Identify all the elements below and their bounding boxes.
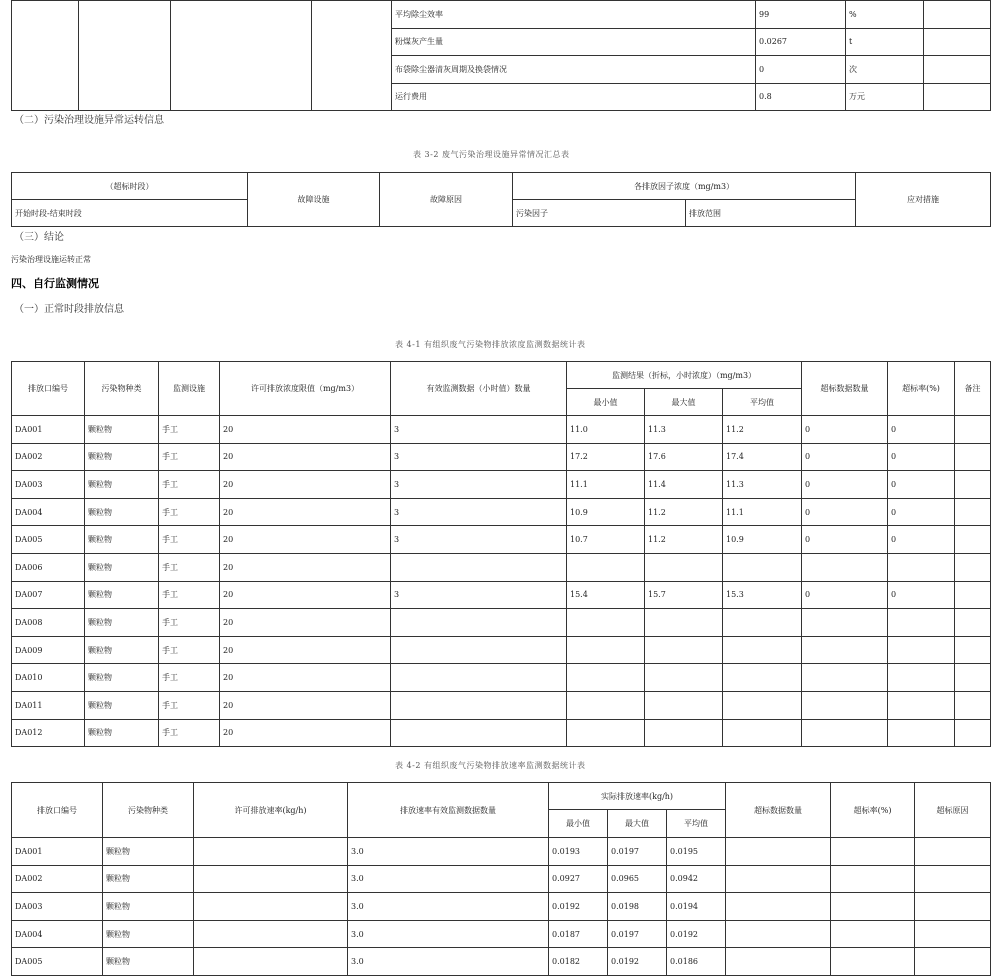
table-row xyxy=(12,1,991,29)
min-cell: 0.0193 xyxy=(549,838,608,866)
over-cell: 0 xyxy=(802,471,888,499)
note-cell xyxy=(955,526,991,554)
max-cell xyxy=(645,719,723,747)
method-cell: 手工 xyxy=(159,636,220,664)
max-cell: 11.2 xyxy=(645,498,723,526)
note-cell xyxy=(955,471,991,499)
table-row xyxy=(12,416,991,444)
table-row xyxy=(12,526,991,554)
over-rate-cell xyxy=(831,920,915,948)
id-cell: DA009 xyxy=(12,636,85,664)
note-cell xyxy=(955,443,991,471)
type-cell: 颗粒物 xyxy=(85,719,159,747)
table-row xyxy=(12,553,991,581)
count-cell: 3.0 xyxy=(348,838,549,866)
limit-cell: 20 xyxy=(220,609,391,637)
over-reason-cell xyxy=(915,948,991,976)
limit-cell: 20 xyxy=(220,471,391,499)
type-cell: 颗粒物 xyxy=(85,691,159,719)
min-cell: 17.2 xyxy=(567,443,645,471)
table-3-2 xyxy=(11,172,991,227)
count-cell xyxy=(391,553,567,581)
id-cell: DA004 xyxy=(12,498,85,526)
id-cell: DA004 xyxy=(12,920,103,948)
count-cell: 3 xyxy=(391,526,567,554)
value-cell: 99 xyxy=(756,1,846,29)
count-cell: 3 xyxy=(391,416,567,444)
unit-cell: t xyxy=(846,28,924,56)
table-4-2 xyxy=(11,782,991,976)
over-reason-cell xyxy=(915,893,991,921)
empty-cell xyxy=(924,1,991,29)
empty-cell xyxy=(312,1,392,111)
method-cell: 手工 xyxy=(159,526,220,554)
limit-cell xyxy=(194,893,348,921)
empty-cell xyxy=(171,1,312,111)
item-cell: 粉煤灰产生量 xyxy=(392,28,756,56)
id-cell: DA007 xyxy=(12,581,85,609)
type-cell: 颗粒物 xyxy=(85,471,159,499)
id-cell: DA005 xyxy=(12,948,103,976)
limit-cell: 20 xyxy=(220,498,391,526)
table-3-2-caption: 表 3-2 废气污染治理设施异常情况汇总表 xyxy=(413,150,570,159)
rate-cell: 0 xyxy=(888,581,955,609)
type-cell: 颗粒物 xyxy=(103,838,194,866)
min-cell: 11.0 xyxy=(567,416,645,444)
table-4-2-caption: 表 4-2 有组织废气污染物排放速率监测数据统计表 xyxy=(395,761,586,770)
header-rate-limit: 许可排放速率(kg/h) xyxy=(194,783,348,838)
header-concentration: 各排放因子浓度（mg/m3） xyxy=(513,173,856,200)
rate-cell: 0 xyxy=(888,416,955,444)
table-row xyxy=(12,893,991,921)
avg-cell: 0.0186 xyxy=(667,948,726,976)
avg-cell: 15.3 xyxy=(723,581,802,609)
method-cell: 手工 xyxy=(159,443,220,471)
note-cell xyxy=(955,416,991,444)
min-cell: 0.0182 xyxy=(549,948,608,976)
over-cell: 0 xyxy=(802,581,888,609)
id-cell: DA005 xyxy=(12,526,85,554)
id-cell: DA001 xyxy=(12,416,85,444)
header-min: 最小值 xyxy=(567,389,645,416)
count-cell: 3 xyxy=(391,443,567,471)
header-reason: 故障原因 xyxy=(380,173,513,227)
type-cell: 颗粒物 xyxy=(85,553,159,581)
note-cell xyxy=(955,636,991,664)
rate-cell: 0 xyxy=(888,443,955,471)
header-min: 最小值 xyxy=(549,810,608,838)
type-cell: 颗粒物 xyxy=(85,526,159,554)
type-cell: 颗粒物 xyxy=(85,581,159,609)
avg-cell: 0.0195 xyxy=(667,838,726,866)
type-cell: 颗粒物 xyxy=(103,920,194,948)
item-cell: 平均除尘效率 xyxy=(392,1,756,29)
count-cell: 3.0 xyxy=(348,893,549,921)
table-4-1 xyxy=(11,361,991,747)
min-cell: 0.0927 xyxy=(549,865,608,893)
max-cell xyxy=(645,691,723,719)
rate-cell xyxy=(888,553,955,581)
type-cell: 颗粒物 xyxy=(85,609,159,637)
header-period: （超标时段） xyxy=(12,173,248,200)
table-row xyxy=(12,719,991,747)
note-cell xyxy=(955,553,991,581)
table-row xyxy=(12,920,991,948)
empty-cell xyxy=(924,83,991,111)
header-facility: 故障设施 xyxy=(248,173,380,227)
table-row xyxy=(12,443,991,471)
over-rate-cell xyxy=(831,838,915,866)
value-cell: 0.0267 xyxy=(756,28,846,56)
limit-cell xyxy=(194,838,348,866)
table-row xyxy=(12,691,991,719)
table-row xyxy=(12,865,991,893)
conclusion-text: 污染治理设施运转正常 xyxy=(11,255,91,264)
type-cell: 颗粒物 xyxy=(103,948,194,976)
min-cell xyxy=(567,719,645,747)
max-cell: 0.0965 xyxy=(608,865,667,893)
type-cell: 颗粒物 xyxy=(85,664,159,692)
rate-cell xyxy=(888,609,955,637)
header-outlet: 排放口编号 xyxy=(12,362,85,416)
rate-cell: 0 xyxy=(888,498,955,526)
count-cell: 3.0 xyxy=(348,865,549,893)
max-cell xyxy=(645,636,723,664)
header-over-count: 超标数据数量 xyxy=(802,362,888,416)
type-cell: 颗粒物 xyxy=(85,498,159,526)
over-cell: 0 xyxy=(802,526,888,554)
max-cell: 11.4 xyxy=(645,471,723,499)
over-count-cell xyxy=(726,865,831,893)
type-cell: 颗粒物 xyxy=(85,416,159,444)
header-factor: 污染因子 xyxy=(513,200,686,227)
over-reason-cell xyxy=(915,838,991,866)
avg-cell: 11.2 xyxy=(723,416,802,444)
method-cell: 手工 xyxy=(159,691,220,719)
over-cell xyxy=(802,553,888,581)
max-cell: 0.0197 xyxy=(608,920,667,948)
rate-cell xyxy=(888,691,955,719)
avg-cell xyxy=(723,553,802,581)
avg-cell: 17.4 xyxy=(723,443,802,471)
type-cell: 颗粒物 xyxy=(85,443,159,471)
type-cell: 颗粒物 xyxy=(103,893,194,921)
max-cell xyxy=(645,553,723,581)
max-cell: 0.0192 xyxy=(608,948,667,976)
avg-cell xyxy=(723,636,802,664)
avg-cell: 0.0194 xyxy=(667,893,726,921)
header-range: 排放范围 xyxy=(686,200,856,227)
facility-operation-table xyxy=(11,0,991,111)
type-cell: 颗粒物 xyxy=(103,865,194,893)
avg-cell xyxy=(723,609,802,637)
over-cell xyxy=(802,609,888,637)
method-cell: 手工 xyxy=(159,609,220,637)
min-cell: 10.9 xyxy=(567,498,645,526)
min-cell: 15.4 xyxy=(567,581,645,609)
header-over-rate: 超标率(%) xyxy=(831,783,915,838)
limit-cell: 20 xyxy=(220,443,391,471)
avg-cell: 11.3 xyxy=(723,471,802,499)
over-cell xyxy=(802,636,888,664)
header-actual-rate: 实际排放速率(kg/h) xyxy=(549,783,726,810)
count-cell xyxy=(391,719,567,747)
table-row xyxy=(12,948,991,976)
type-cell: 颗粒物 xyxy=(85,636,159,664)
header-limit: 许可排放浓度限值（mg/m3） xyxy=(220,362,391,416)
empty-cell xyxy=(12,1,79,111)
table-row xyxy=(12,636,991,664)
note-cell xyxy=(955,609,991,637)
over-rate-cell xyxy=(831,865,915,893)
count-cell: 3.0 xyxy=(348,920,549,948)
min-cell: 0.0192 xyxy=(549,893,608,921)
rate-cell xyxy=(888,664,955,692)
table-4-1-caption: 表 4-1 有组织废气污染物排放浓度监测数据统计表 xyxy=(395,340,586,349)
section-4-1-title: （一）正常时段排放信息 xyxy=(14,304,124,315)
limit-cell: 20 xyxy=(220,719,391,747)
value-cell: 0.8 xyxy=(756,83,846,111)
header-count: 有效监测数据（小时值）数量 xyxy=(391,362,567,416)
section-2-title: （二）污染治理设施异常运转信息 xyxy=(14,115,164,126)
count-cell: 3 xyxy=(391,471,567,499)
rate-cell xyxy=(888,719,955,747)
header-avg: 平均值 xyxy=(723,389,802,416)
header-method: 监测设施 xyxy=(159,362,220,416)
max-cell xyxy=(645,664,723,692)
note-cell xyxy=(955,719,991,747)
table-row xyxy=(12,609,991,637)
count-cell xyxy=(391,664,567,692)
header-result: 监测结果（折标，小时浓度）（mg/m3） xyxy=(567,362,802,389)
over-count-cell xyxy=(726,948,831,976)
header-measures: 应对措施 xyxy=(856,173,991,227)
section-4-title: 四、自行监测情况 xyxy=(11,277,99,290)
max-cell xyxy=(645,609,723,637)
max-cell: 15.7 xyxy=(645,581,723,609)
note-cell xyxy=(955,581,991,609)
section-3-title: （三）结论 xyxy=(14,232,64,243)
empty-cell xyxy=(924,56,991,84)
id-cell: DA003 xyxy=(12,471,85,499)
header-period-sub: 开始时段-结束时段 xyxy=(12,200,248,227)
over-reason-cell xyxy=(915,865,991,893)
item-cell: 布袋除尘器清灰周期及换袋情况 xyxy=(392,56,756,84)
max-cell: 11.3 xyxy=(645,416,723,444)
limit-cell: 20 xyxy=(220,526,391,554)
empty-cell xyxy=(79,1,171,111)
method-cell: 手工 xyxy=(159,416,220,444)
header-outlet: 排放口编号 xyxy=(12,783,103,838)
over-rate-cell xyxy=(831,893,915,921)
avg-cell: 10.9 xyxy=(723,526,802,554)
unit-cell: 次 xyxy=(846,56,924,84)
id-cell: DA003 xyxy=(12,893,103,921)
over-count-cell xyxy=(726,838,831,866)
limit-cell xyxy=(194,865,348,893)
note-cell xyxy=(955,664,991,692)
note-cell xyxy=(955,498,991,526)
limit-cell: 20 xyxy=(220,691,391,719)
avg-cell xyxy=(723,664,802,692)
header-over-rate: 超标率(%) xyxy=(888,362,955,416)
min-cell xyxy=(567,664,645,692)
limit-cell: 20 xyxy=(220,553,391,581)
avg-cell xyxy=(723,719,802,747)
header-avg: 平均值 xyxy=(667,810,726,838)
over-cell: 0 xyxy=(802,443,888,471)
empty-cell xyxy=(924,28,991,56)
limit-cell xyxy=(194,948,348,976)
id-cell: DA010 xyxy=(12,664,85,692)
count-cell xyxy=(391,636,567,664)
over-cell xyxy=(802,664,888,692)
count-cell: 3 xyxy=(391,581,567,609)
count-cell: 3.0 xyxy=(348,948,549,976)
over-reason-cell xyxy=(915,920,991,948)
header-pollutant: 污染物种类 xyxy=(85,362,159,416)
rate-cell xyxy=(888,636,955,664)
rate-cell: 0 xyxy=(888,471,955,499)
limit-cell: 20 xyxy=(220,581,391,609)
max-cell: 11.2 xyxy=(645,526,723,554)
limit-cell: 20 xyxy=(220,636,391,664)
avg-cell xyxy=(723,691,802,719)
table-row xyxy=(12,664,991,692)
limit-cell: 20 xyxy=(220,664,391,692)
table-row xyxy=(12,581,991,609)
count-cell xyxy=(391,609,567,637)
over-count-cell xyxy=(726,920,831,948)
avg-cell: 11.1 xyxy=(723,498,802,526)
max-cell: 0.0197 xyxy=(608,838,667,866)
method-cell: 手工 xyxy=(159,719,220,747)
header-max: 最大值 xyxy=(608,810,667,838)
over-rate-cell xyxy=(831,948,915,976)
over-count-cell xyxy=(726,893,831,921)
id-cell: DA008 xyxy=(12,609,85,637)
header-note: 备注 xyxy=(955,362,991,416)
limit-cell xyxy=(194,920,348,948)
method-cell: 手工 xyxy=(159,553,220,581)
method-cell: 手工 xyxy=(159,498,220,526)
unit-cell: % xyxy=(846,1,924,29)
rate-cell: 0 xyxy=(888,526,955,554)
over-cell: 0 xyxy=(802,416,888,444)
count-cell: 3 xyxy=(391,498,567,526)
avg-cell: 0.0942 xyxy=(667,865,726,893)
value-cell: 0 xyxy=(756,56,846,84)
id-cell: DA011 xyxy=(12,691,85,719)
max-cell: 0.0198 xyxy=(608,893,667,921)
method-cell: 手工 xyxy=(159,664,220,692)
unit-cell: 万元 xyxy=(846,83,924,111)
table-row xyxy=(12,498,991,526)
min-cell xyxy=(567,636,645,664)
avg-cell: 0.0192 xyxy=(667,920,726,948)
id-cell: DA001 xyxy=(12,838,103,866)
method-cell: 手工 xyxy=(159,471,220,499)
id-cell: DA002 xyxy=(12,865,103,893)
min-cell xyxy=(567,553,645,581)
over-cell xyxy=(802,719,888,747)
header-over-reason: 超标原因 xyxy=(915,783,991,838)
count-cell xyxy=(391,691,567,719)
table-row xyxy=(12,471,991,499)
note-cell xyxy=(955,691,991,719)
over-cell: 0 xyxy=(802,498,888,526)
min-cell: 11.1 xyxy=(567,471,645,499)
id-cell: DA012 xyxy=(12,719,85,747)
table-row xyxy=(12,838,991,866)
over-cell xyxy=(802,691,888,719)
max-cell: 17.6 xyxy=(645,443,723,471)
item-cell: 运行费用 xyxy=(392,83,756,111)
min-cell: 0.0187 xyxy=(549,920,608,948)
header-max: 最大值 xyxy=(645,389,723,416)
min-cell xyxy=(567,609,645,637)
id-cell: DA006 xyxy=(12,553,85,581)
header-rate-count: 排放速率有效监测数据数量 xyxy=(348,783,549,838)
header-over-count: 超标数据数量 xyxy=(726,783,831,838)
min-cell xyxy=(567,691,645,719)
min-cell: 10.7 xyxy=(567,526,645,554)
method-cell: 手工 xyxy=(159,581,220,609)
header-pollutant: 污染物种类 xyxy=(103,783,194,838)
id-cell: DA002 xyxy=(12,443,85,471)
limit-cell: 20 xyxy=(220,416,391,444)
